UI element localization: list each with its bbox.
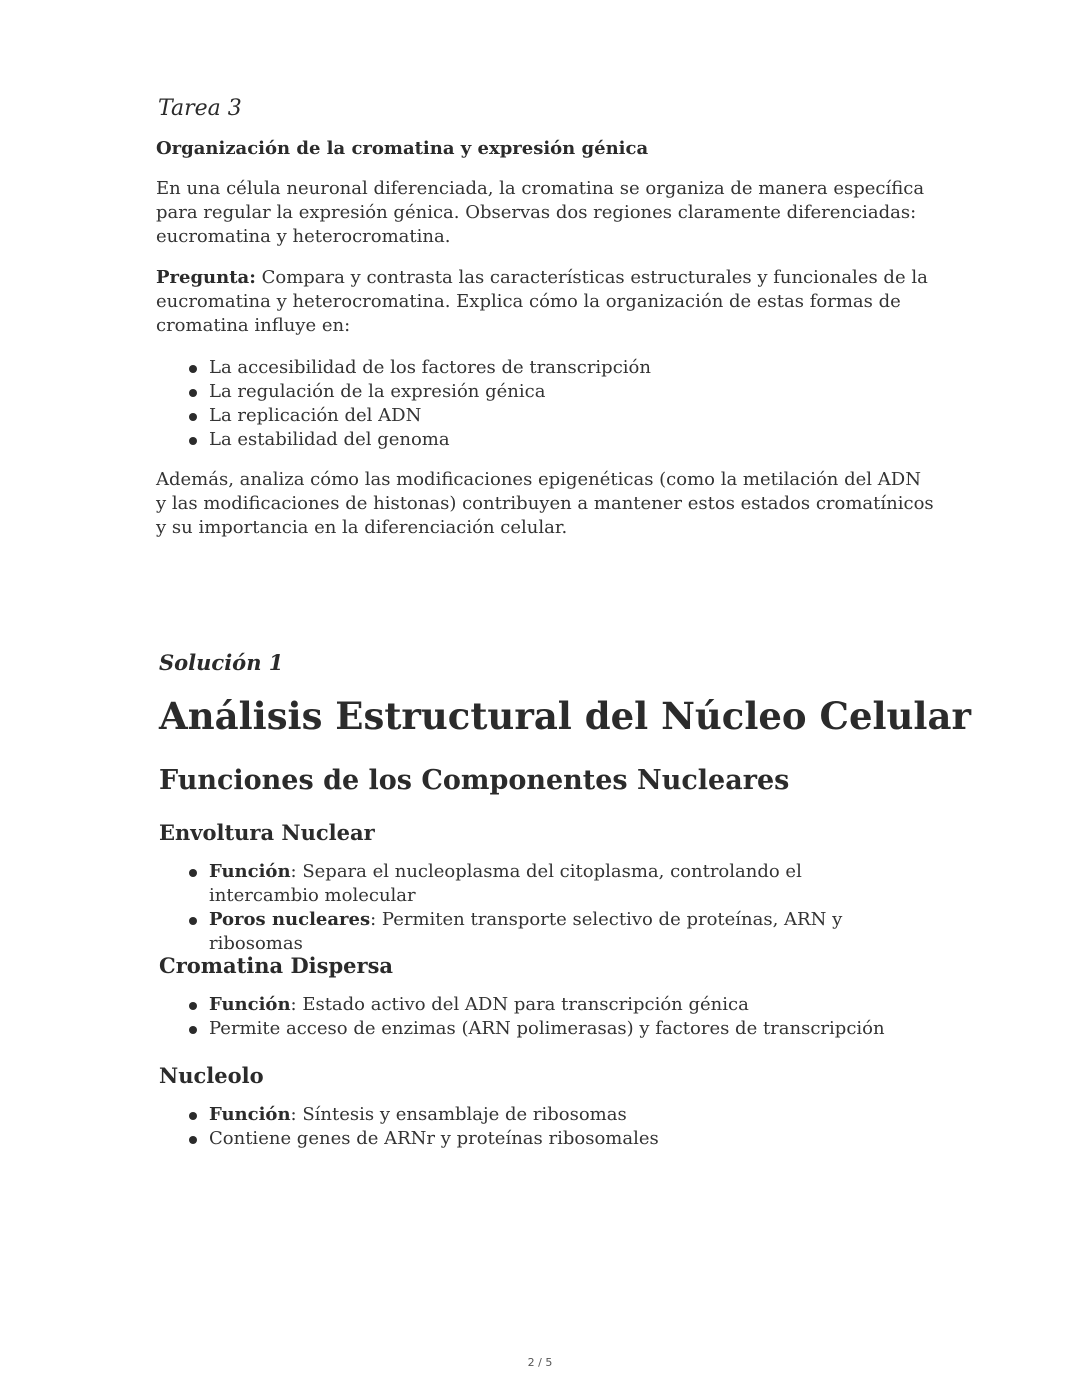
cromatina-heading: Cromatina Dispersa — [159, 953, 394, 978]
list-item: La accesibilidad de los factores de transcripción — [157, 356, 937, 380]
task-intro-paragraph: En una célula neuronal diferenciada, la cromatina se organiza de manera específica para regular la expresión génica. Observas dos regiones claramente diferenciadas: eucromatina y heterocromatina. — [156, 178, 925, 247]
nucleolo-heading: Nucleolo — [159, 1063, 264, 1088]
bullet-icon — [189, 437, 197, 445]
solution-title: Análisis Estructural del Núcleo Celular — [159, 694, 971, 738]
list-item: Función: Síntesis y ensamblaje de ribosomas — [157, 1103, 937, 1127]
closing-paragraph: Además, analiza cómo las modificaciones epigenéticas (como la metilación del ADN y las modificaciones de histonas) contribuyen a mantener estos estados cromatínicos y su importancia en la diferenciación celular. — [156, 469, 934, 538]
question-text: Compara y contrasta las características estructurales y funcionales de la eucromatina y heterocromatina. Explica cómo la organización de estas formas de cromatina influye en: — [156, 267, 928, 336]
list-item: Poros nucleares: Permiten transporte selectivo de proteínas, ARN y ribosomas — [157, 908, 897, 956]
question-bullet-list — [157, 356, 937, 452]
bullet-icon — [189, 1002, 197, 1010]
bullet-icon — [189, 1026, 197, 1034]
list-item: La estabilidad del genoma — [157, 428, 937, 452]
page-indicator: 2 / 5 — [527, 1356, 553, 1369]
solution-label: Solución 1 — [159, 650, 284, 675]
list-item: La regulación de la expresión génica — [157, 380, 937, 404]
task-label: Tarea 3 — [158, 96, 242, 121]
bullet-icon — [189, 917, 197, 925]
nucleolo-list — [157, 1103, 937, 1151]
question-label: Pregunta: — [156, 267, 256, 288]
list-item: Función: Estado activo del ADN para transcripción génica — [157, 993, 937, 1017]
bullet-icon — [189, 1136, 197, 1144]
question-paragraph — [156, 266, 936, 338]
task-subtitle: Organización de la cromatina y expresión génica — [156, 138, 649, 159]
list-item: Función: Separa el nucleoplasma del citoplasma, controlando el intercambio molecular — [157, 860, 897, 908]
envoltura-list — [157, 860, 897, 956]
bullet-icon — [189, 869, 197, 877]
bullet-icon — [189, 1112, 197, 1120]
bullet-icon — [189, 413, 197, 421]
list-item: Contiene genes de ARNr y proteínas ribosomales — [157, 1127, 937, 1151]
cromatina-list — [157, 993, 937, 1041]
envoltura-heading: Envoltura Nuclear — [159, 820, 375, 845]
section-title: Funciones de los Componentes Nucleares — [159, 765, 790, 796]
bullet-icon — [189, 365, 197, 373]
list-item: La replicación del ADN — [157, 404, 937, 428]
list-item: Permite acceso de enzimas (ARN polimerasas) y factores de transcripción — [157, 1017, 937, 1041]
bullet-icon — [189, 389, 197, 397]
